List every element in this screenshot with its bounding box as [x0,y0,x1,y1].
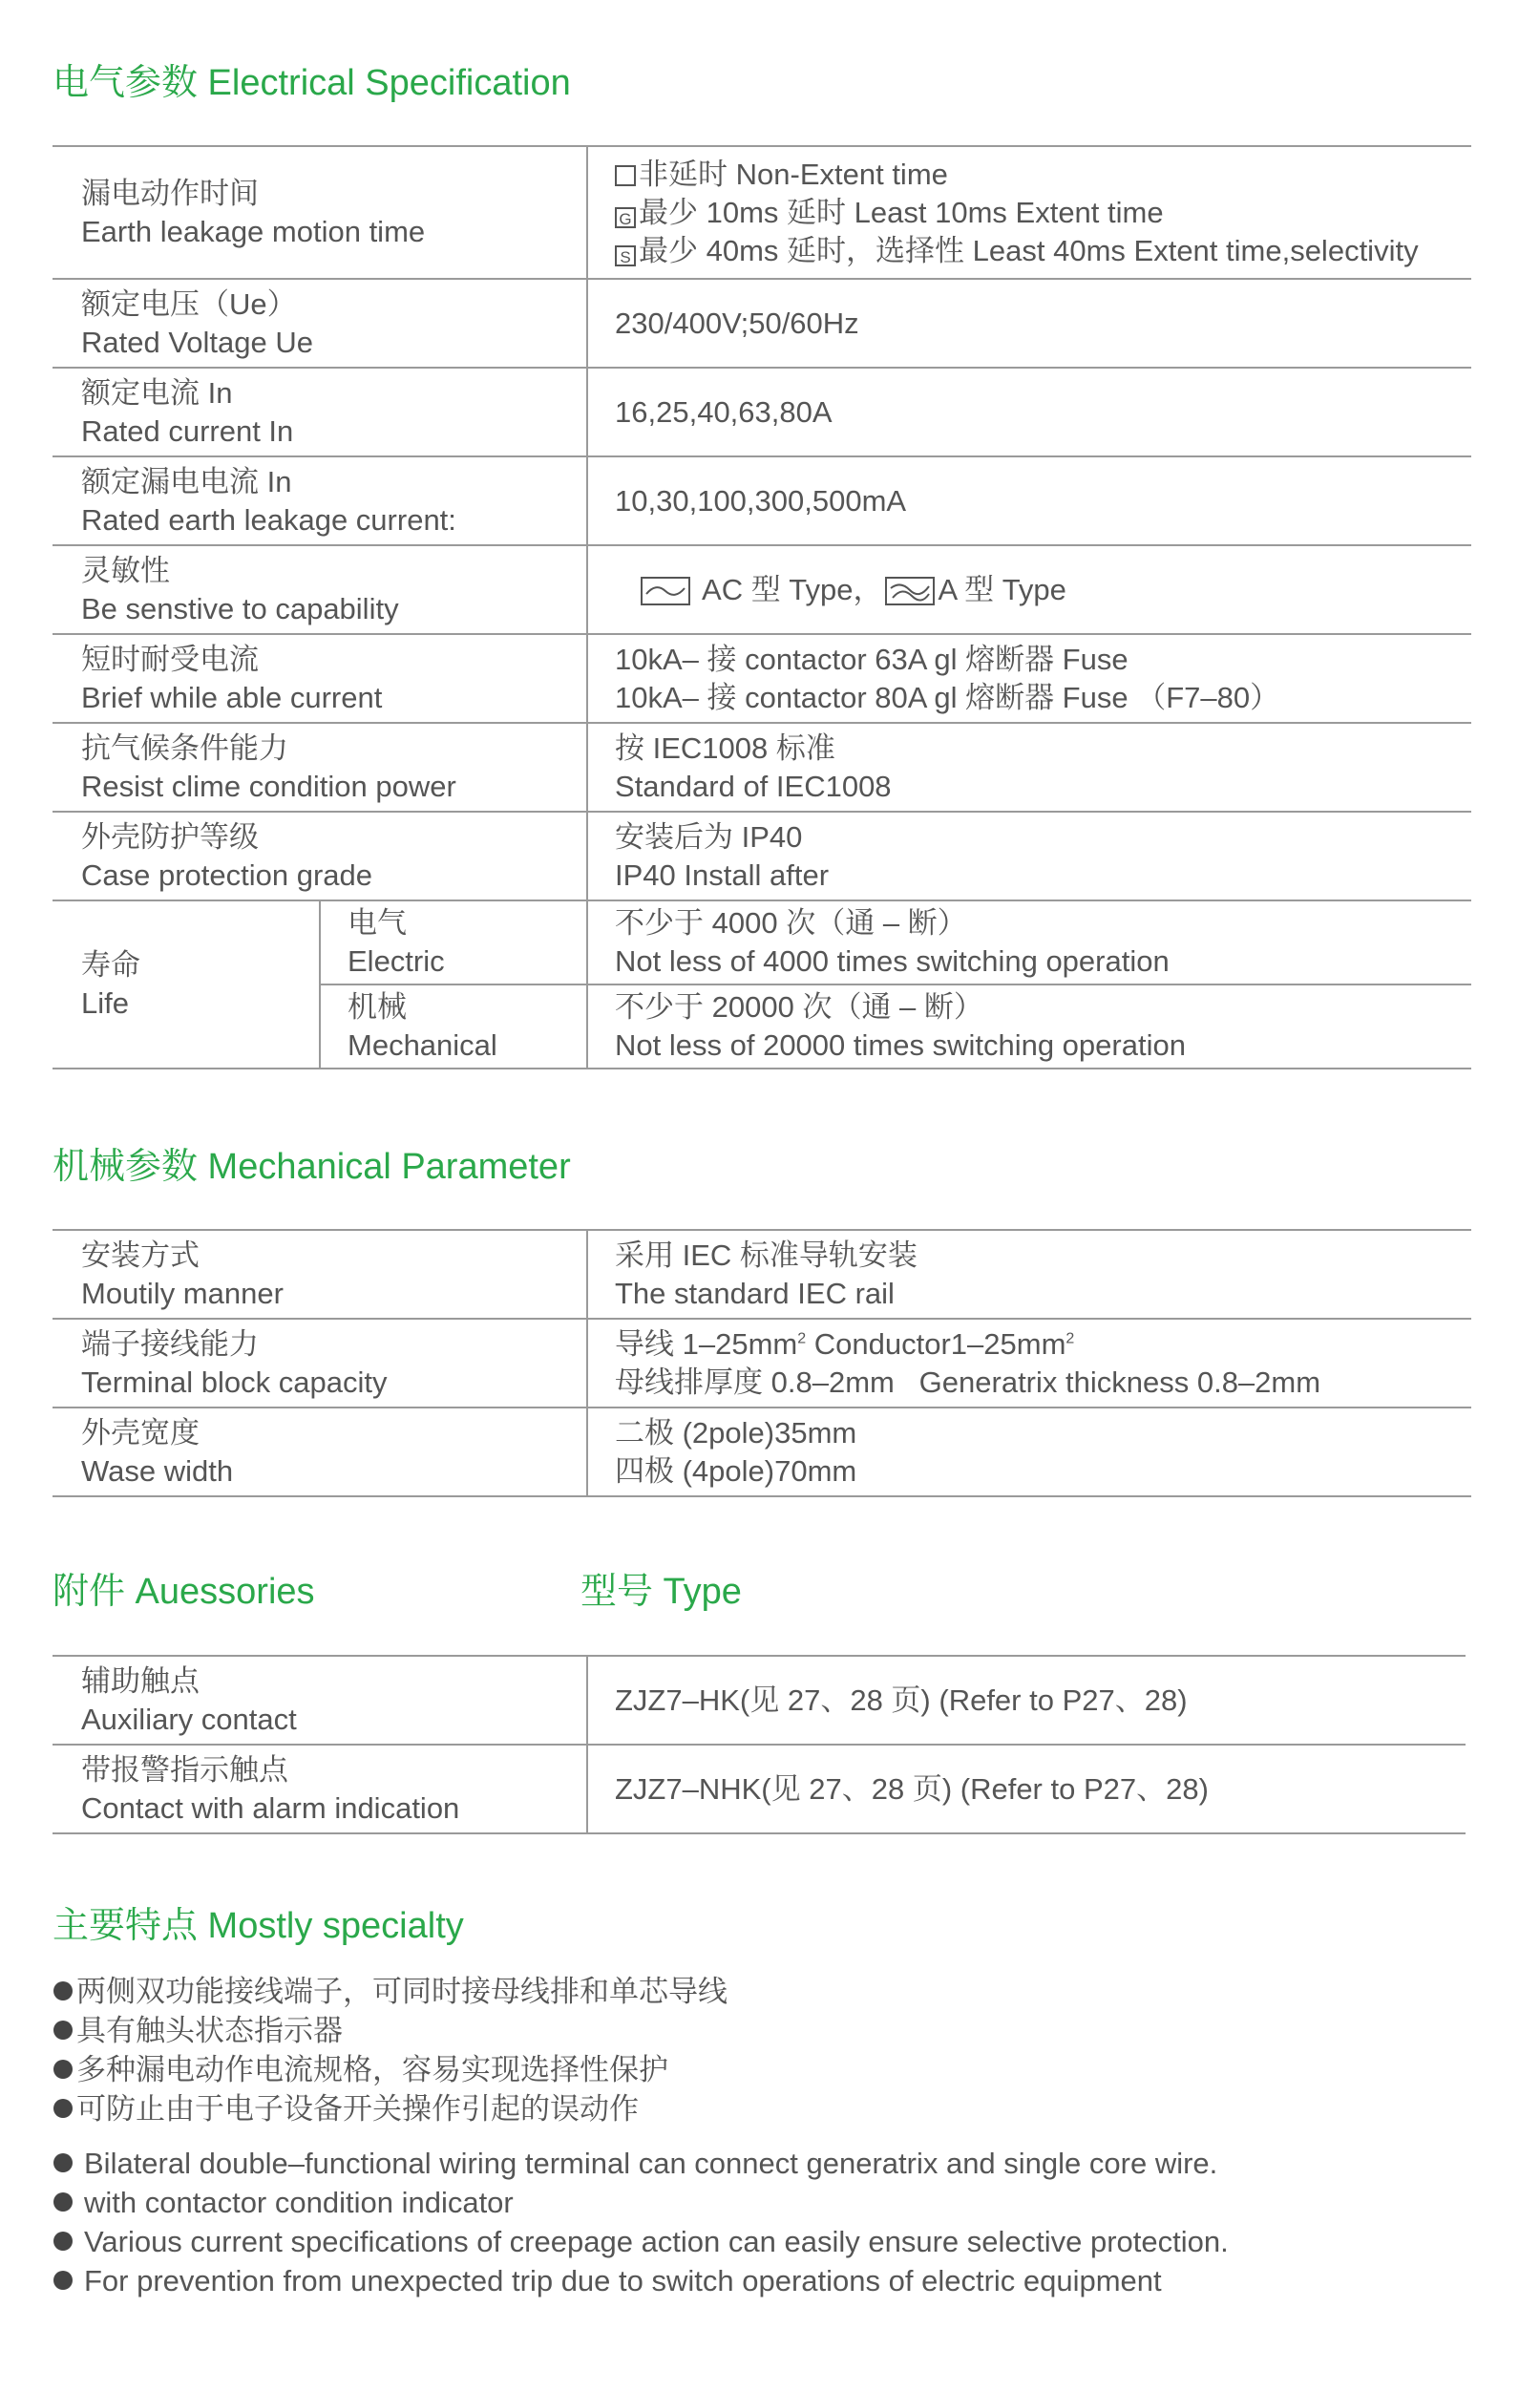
value-text: The standard IEC rail [615,1276,895,1310]
bullet-icon [53,1981,73,2000]
value-line [615,194,1471,232]
value-text: 10kA– 接 contactor 63A gl 熔断器 Fuse [615,642,1129,676]
mechanical-heading: 机械参数 Mechanical Parameter [53,1147,571,1187]
table-row [53,1745,1466,1833]
label-en: Rated Voltage Ue [81,325,314,359]
label-en: Be senstive to capability [81,591,399,625]
label-cn: 带报警指示触点 [81,1752,288,1787]
features-heading: 主要特点 Mostly specialty [53,1906,464,1946]
table-row [53,456,1471,545]
label-en: Rated current In [81,413,294,448]
value-text: 导线 1–25mm [615,1326,798,1361]
label-cn: 机械 [348,990,407,1024]
label-cn: 外壳防护等级 [81,819,259,854]
label-cn: 额定电流 In [81,375,233,410]
label-cn: 端子接线能力 [81,1326,259,1361]
value-text: ZJZ7–HK(见 27、28 页) (Refer to P27、28) [615,1683,1188,1717]
label-cn: 抗气候条件能力 [81,730,288,765]
list-item [53,2222,1229,2261]
s-box-icon: S [615,245,636,266]
list-item [53,2011,728,2050]
list-item [53,2183,1229,2222]
accessories-table [53,1655,1466,1834]
value-text: 不少于 20000 次（通 – 断） [615,990,983,1024]
bullet-icon [53,2099,73,2118]
table-row [53,1656,1466,1745]
value-text: Conductor1–25mm [813,1326,1066,1361]
label-cn: 额定漏电电流 In [81,464,292,498]
value-text: 不少于 4000 次（通 – 断） [615,906,967,940]
superscript: 2 [797,1330,807,1347]
value-text: Standard of IEC1008 [615,769,892,803]
a-wave-icon [885,577,935,605]
value-text: 最少 10ms 延时 Least 10ms Extent time [639,195,1164,229]
label-cn: 灵敏性 [81,553,170,587]
sensitivity-line [641,571,1471,609]
label-en: Electric [348,944,445,978]
g-box-icon: G [615,207,636,228]
bullet-icon [53,2192,73,2212]
bullet-icon [53,2060,73,2079]
value-text: 10,30,100,300,500mA [615,483,907,518]
label-cn: 安装方式 [81,1238,200,1272]
feature-text: 两侧双功能接线端子，可同时接母线排和单芯导线 [76,1975,728,2008]
ac-type-text: AC 型 Type， [702,572,883,606]
feature-text: 具有触头状态指示器 [76,2014,343,2047]
label-en: Resist clime condition power [81,769,456,803]
value-text: 母线排厚度 0.8–2mm Generatrix thickness 0.8–2mm [615,1365,1321,1399]
mechanical-table [53,1229,1471,1497]
label-cn: 短时耐受电流 [81,642,259,676]
label-en: Case protection grade [81,857,373,892]
feature-text: with contactor condition indicator [84,2186,514,2219]
value-line [615,156,1471,194]
label-en: Wase width [81,1453,234,1488]
value-text: ZJZ7–NHK(见 27、28 页) (Refer to P27、28) [615,1771,1209,1806]
superscript: 2 [1065,1330,1075,1347]
list-item [53,2261,1229,2300]
value-line [615,232,1471,270]
value-text: Not less of 20000 times switching operation [615,1028,1186,1062]
label-en: Mechanical [348,1028,497,1062]
value-text: 四极 (4pole)70mm [615,1453,857,1488]
label-en: Moutily manner [81,1276,284,1310]
ac-wave-icon [641,577,690,605]
electrical-table [53,145,1471,1069]
value-text: 230/400V;50/60Hz [615,306,859,340]
feature-text: For prevention from unexpected trip due to switch operations of electric equipment [84,2264,1162,2297]
list-item [53,2089,728,2128]
feature-text: 可防止由于电子设备开关操作引起的误动作 [76,2092,639,2126]
bullet-icon [53,2021,73,2040]
table-row [53,146,1471,279]
label-en: Earth leakage motion time [81,214,426,248]
feature-text: Bilateral double–functional wiring terminal can connect generatrix and single core wire. [84,2147,1218,2180]
label-en: Contact with alarm indication [81,1790,460,1825]
type-heading: 型号 Type [580,1572,742,1612]
table-row [53,812,1471,900]
list-item [53,2050,728,2089]
table-row [53,1408,1471,1496]
table-row [53,368,1471,456]
value-line [615,1325,1471,1364]
value-text: 按 IEC1008 标准 [615,730,835,765]
bullet-icon [53,2271,73,2290]
table-row [53,279,1471,368]
a-type-text: A 型 Type [938,572,1066,606]
list-item [53,2144,1229,2183]
label-en: Auxiliary contact [81,1702,297,1736]
value-text: 非延时 Non-Extent time [639,157,948,191]
value-text: Not less of 4000 times switching operation [615,944,1170,978]
label-cn: 电气 [348,906,407,940]
label-en: Brief while able current [81,680,383,714]
value-text: 二极 (2pole)35mm [615,1415,857,1450]
table-row [53,900,1471,984]
value-text: 采用 IEC 标准导轨安装 [615,1238,918,1272]
value-text: 最少 40ms 延时，选择性 Least 40ms Extent time,selectivity [639,233,1419,267]
feature-text: 多种漏电动作电流规格，容易实现选择性保护 [76,2053,668,2086]
label-cn: 辅助触点 [81,1663,200,1698]
label-en: Life [81,986,129,1020]
features-list-en [53,2144,1229,2300]
table-row [53,634,1471,723]
label-en: Terminal block capacity [81,1365,388,1399]
table-row [53,545,1471,634]
table-row [53,1230,1471,1319]
checkbox-icon [615,165,636,186]
electrical-heading: 电气参数 Electrical Specification [53,63,571,103]
label-cn: 外壳宽度 [81,1415,200,1450]
features-list-cn [53,1972,728,2128]
accessories-heading: 附件 Auessories [53,1572,315,1612]
list-item [53,1972,728,2011]
label-cn: 漏电动作时间 [81,176,259,210]
table-row [53,1319,1471,1408]
label-en: Rated earth leakage current: [81,502,456,537]
value-text: IP40 Install after [615,857,830,892]
feature-text: Various current specifications of creepage action can easily ensure selective protection. [84,2225,1229,2258]
value-text: 16,25,40,63,80A [615,394,833,429]
label-cn: 额定电压（Ue） [81,286,297,321]
value-text: 10kA– 接 contactor 80A gl 熔断器 Fuse （F7–80） [615,680,1280,714]
table-row [53,723,1471,812]
bullet-icon [53,2153,73,2172]
bullet-icon [53,2232,73,2251]
label-cn: 寿命 [81,948,140,982]
value-text: 安装后为 IP40 [615,819,803,854]
